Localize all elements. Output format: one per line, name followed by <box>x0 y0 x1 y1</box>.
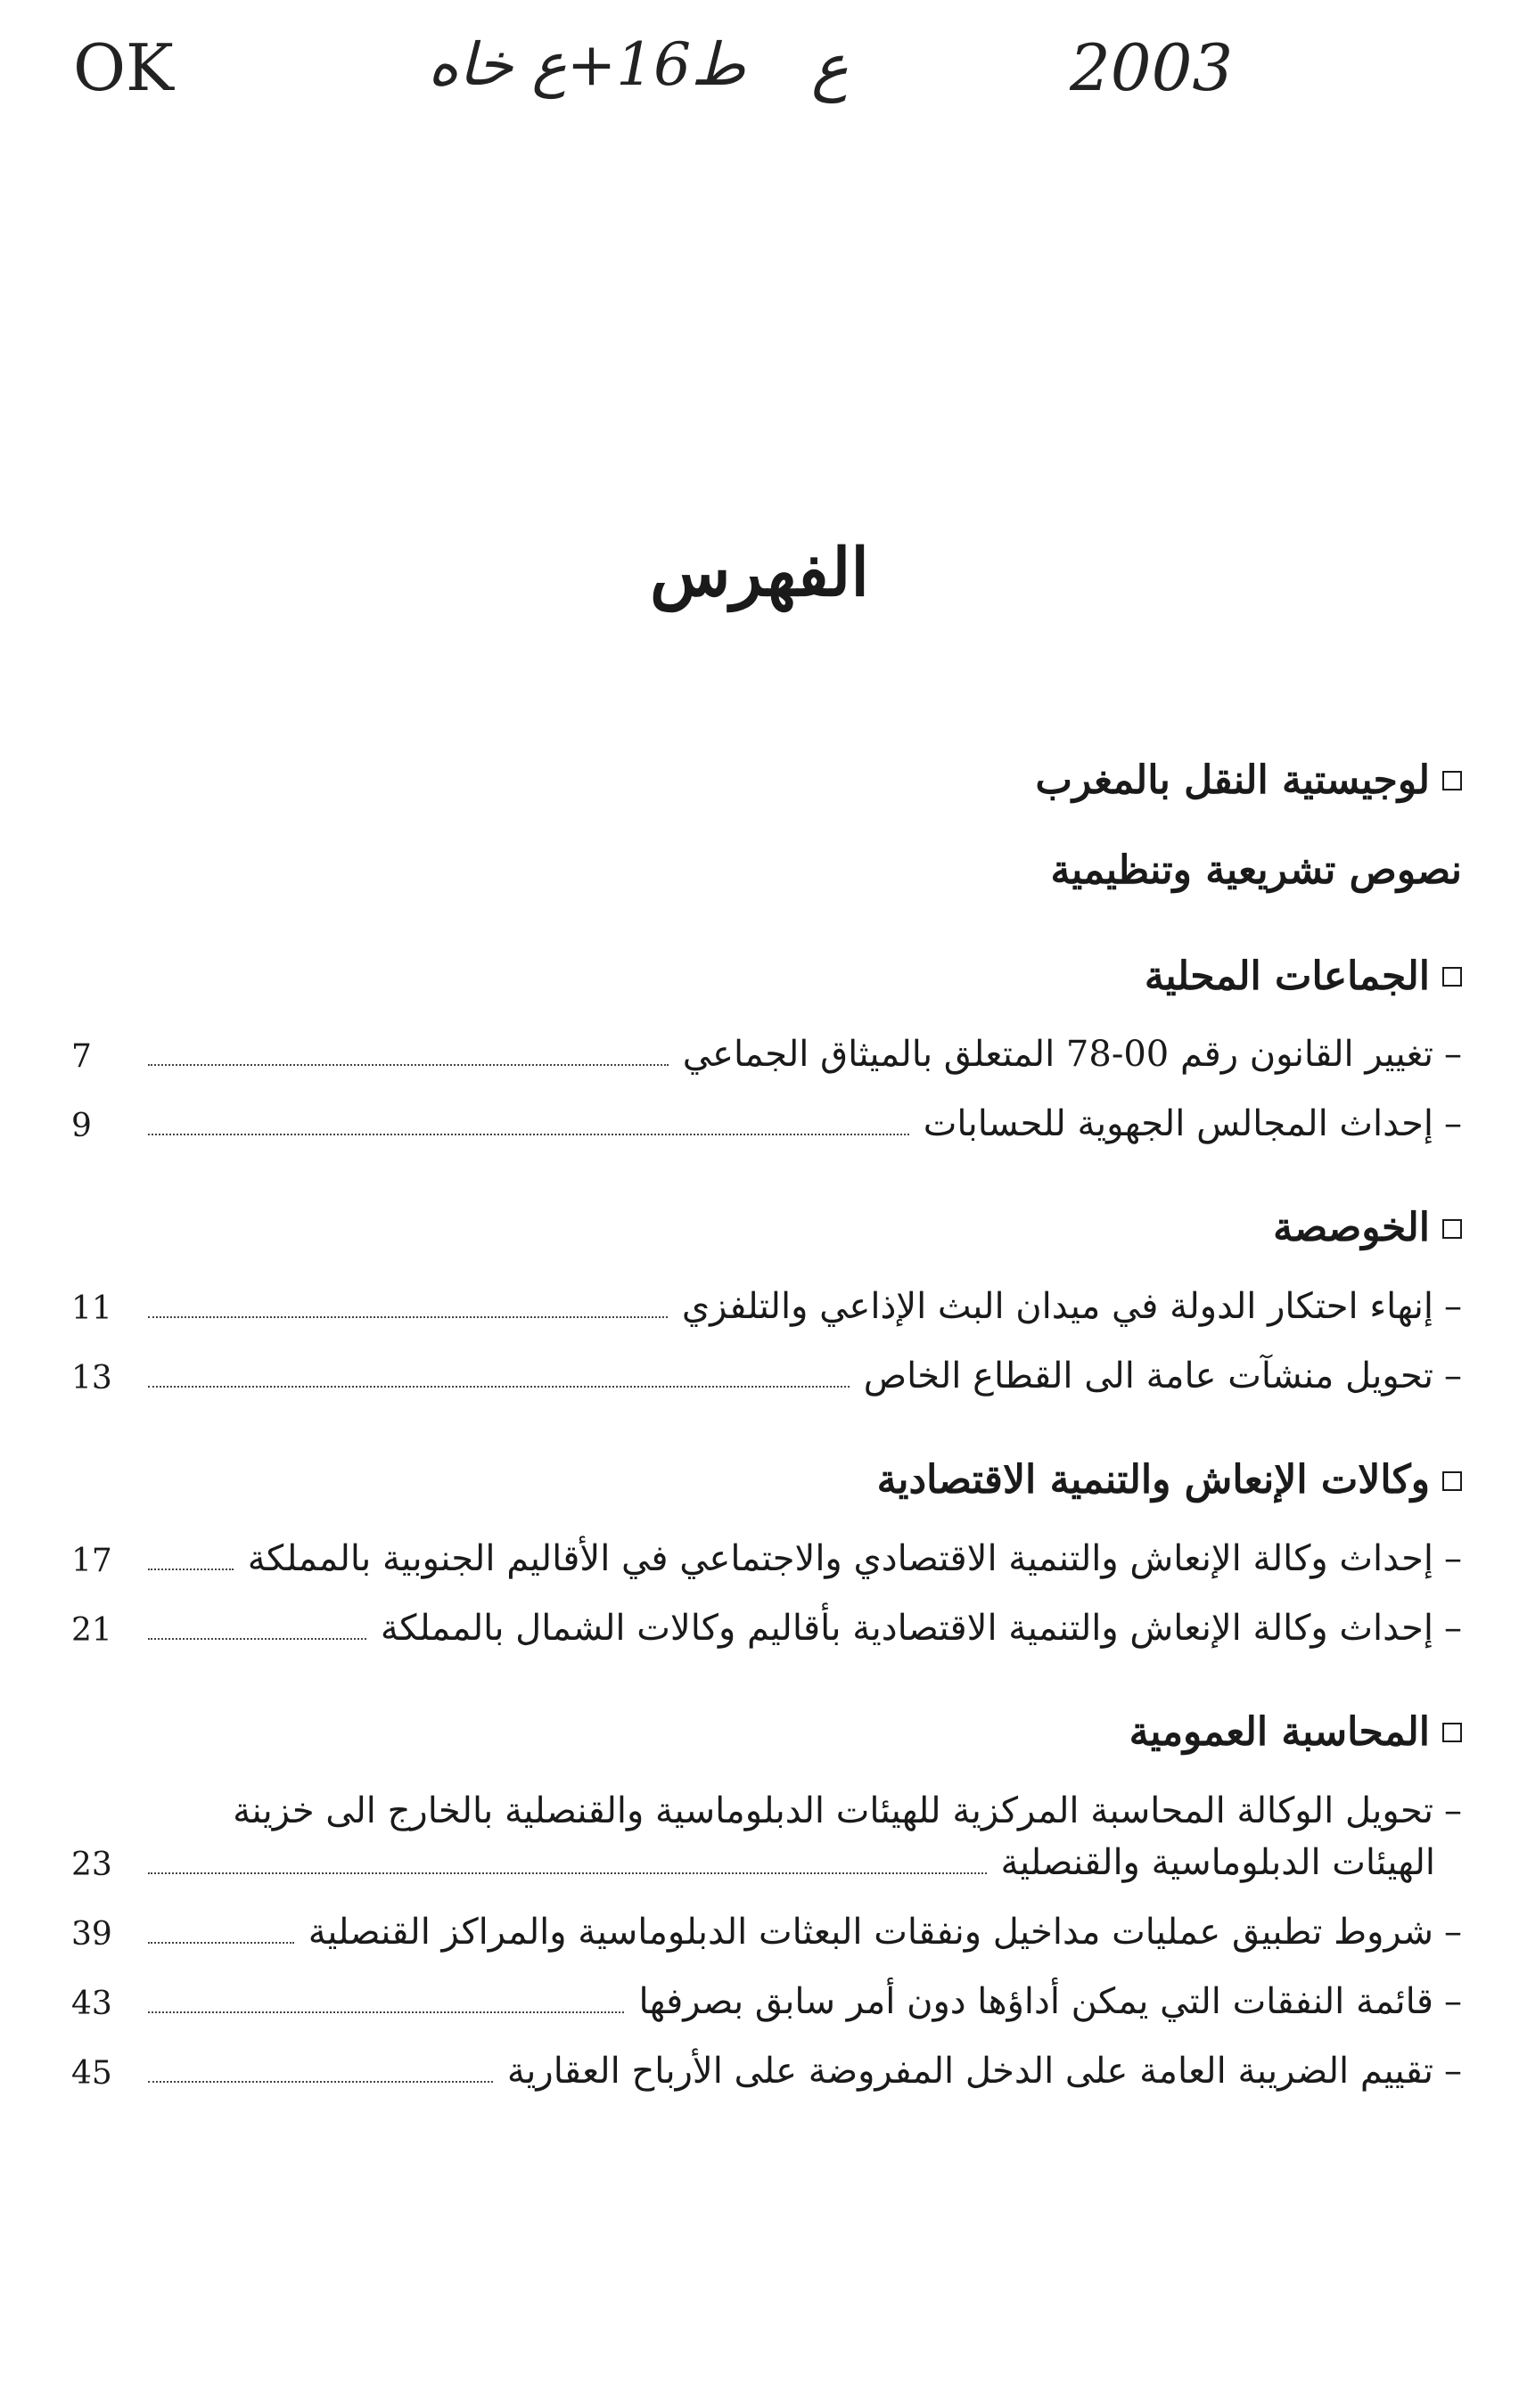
entry-page-number: 43 <box>71 1985 112 2022</box>
toc-entry[interactable] <box>71 1102 1462 1146</box>
section-title: المحاسبة العمومية <box>1129 1708 1430 1755</box>
checkbox-square-icon <box>1442 1219 1462 1239</box>
checkbox-square-icon <box>1442 771 1462 790</box>
entry-label-line1: تحويل الوكالة المحاسبة المركزية للهيئات الدبلوماسية والقنصلية بالخارج الى خزينة <box>233 1790 1433 1831</box>
toc-section-public-accounting <box>71 1709 1462 1757</box>
dot-leader <box>148 1064 669 1066</box>
entry-label: تقييم الضريبة العامة على الدخل المفروضة على الأرباح العقارية <box>506 2050 1433 2092</box>
entry-label: قائمة النفقات التي يمكن أداؤها دون أمر سابق بصرفها <box>638 1980 1433 2022</box>
toc-entry[interactable] <box>71 1606 1462 1650</box>
dash-marker: – <box>1444 1034 1462 1076</box>
dash-marker: – <box>1444 1537 1462 1579</box>
entry-page-number: 11 <box>71 1290 112 1328</box>
toc-entry[interactable] <box>71 1789 1462 1885</box>
dash-marker: – <box>1444 2050 1462 2092</box>
section-title: الخوصصة <box>1273 1205 1430 1251</box>
toc-section-promotion-agencies <box>71 1457 1462 1504</box>
entry-label-line2: الهيئات الدبلوماسية والقنصلية <box>1000 1841 1435 1883</box>
entry-label: تغيير القانون رقم 00-78 المتعلق بالميثاق الجماعي <box>682 1034 1433 1076</box>
handwritten-reference-code: ط16+ع خاه <box>428 30 746 99</box>
dash-marker: – <box>1444 1103 1462 1145</box>
dot-leader <box>148 2011 624 2013</box>
checkbox-square-icon <box>1442 1723 1462 1742</box>
entry-page-number: 45 <box>71 2054 112 2092</box>
toc-section-local-communities <box>71 954 1462 1001</box>
handwritten-ok-mark: OK <box>73 30 174 105</box>
dash-marker: – <box>1444 1356 1462 1397</box>
entry-label: شروط تطبيق عمليات مداخيل ونفقات البعثات الدبلوماسية والمراكز القنصلية <box>308 1911 1433 1953</box>
entry-label: إنهاء احتكار الدولة في ميدان البث الإذاعي والتلفزي <box>681 1286 1433 1328</box>
handwritten-mark: ع <box>811 30 849 103</box>
entry-page-number: 7 <box>71 1038 92 1076</box>
dot-leader <box>148 1134 909 1135</box>
dash-marker: – <box>1444 1911 1462 1953</box>
toc-entry[interactable] <box>71 2049 1462 2093</box>
page-title: الفهرس <box>650 535 869 611</box>
entry-label: إحداث وكالة الإنعاش والتنمية الاقتصادي والاجتماعي في الأقاليم الجنوبية بالمملكة <box>247 1537 1433 1579</box>
entry-page-number: 13 <box>71 1360 112 1397</box>
dot-leader <box>148 1942 294 1944</box>
entry-page-number: 23 <box>71 1846 112 1883</box>
toc-entry[interactable] <box>71 1910 1462 1954</box>
heading-text: لوجيستية النقل بالمغرب <box>1035 758 1430 803</box>
dot-leader <box>148 2081 493 2083</box>
dot-leader <box>148 1316 668 1318</box>
entry-label: إحداث المجالس الجهوية للحسابات <box>923 1103 1433 1145</box>
table-of-contents <box>71 758 1462 2093</box>
checkbox-square-icon <box>1442 967 1462 987</box>
checkbox-square-icon <box>1442 1471 1462 1491</box>
toc-heading-legislative-texts <box>71 848 1462 895</box>
toc-entry[interactable] <box>71 1032 1462 1077</box>
handwritten-year: 2003 <box>1070 30 1234 105</box>
toc-heading-transport <box>71 758 1462 805</box>
entry-page-number: 9 <box>71 1108 92 1145</box>
dot-leader <box>148 1638 366 1640</box>
dot-leader <box>148 1568 234 1570</box>
entry-page-number: 21 <box>71 1611 112 1649</box>
section-title: وكالات الإنعاش والتنمية الاقتصادية <box>876 1457 1430 1503</box>
toc-section-privatization <box>71 1205 1462 1252</box>
toc-entry[interactable] <box>71 1536 1462 1581</box>
entry-page-number: 39 <box>71 1915 112 1953</box>
toc-entry[interactable] <box>71 1354 1462 1398</box>
dot-leader <box>148 1872 987 1874</box>
toc-entry[interactable] <box>71 1979 1462 2024</box>
entry-page-number: 17 <box>71 1542 112 1579</box>
heading-text: نصوص تشريعية وتنظيمية <box>1050 847 1462 893</box>
entry-label: تحويل منشآت عامة الى القطاع الخاص <box>863 1356 1433 1397</box>
dash-marker: – <box>1444 1286 1462 1328</box>
dash-marker: – <box>1444 1607 1462 1649</box>
dot-leader <box>148 1386 850 1388</box>
section-title: الجماعات المحلية <box>1144 953 1430 999</box>
toc-entry[interactable] <box>71 1284 1462 1329</box>
dash-marker: – <box>1444 1980 1462 2022</box>
entry-label: إحداث وكالة الإنعاش والتنمية الاقتصادية بأقاليم وكالات الشمال بالمملكة <box>380 1607 1433 1649</box>
dash-marker: – <box>1444 1790 1462 1831</box>
